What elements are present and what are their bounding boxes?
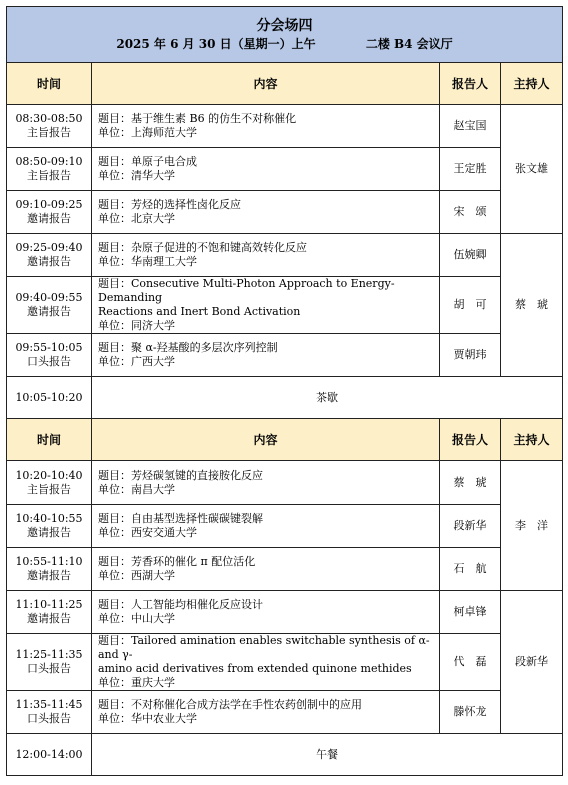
talk-type: 邀请报告	[27, 255, 71, 268]
talk-topic: 题目：基于维生素 B6 的仿生不对称催化	[98, 112, 297, 125]
content-cell	[92, 548, 440, 591]
table-row	[7, 634, 563, 691]
header-host: 主持人	[501, 419, 563, 461]
time-range: 09:40-09:55	[15, 291, 83, 304]
talk-topic: 题目：聚 α-羟基酸的多层次序列控制	[98, 341, 278, 354]
time-cell	[7, 105, 92, 148]
talk-type: 口头报告	[27, 662, 71, 675]
talk-topic: 题目：芳烃碳氢键的直接胺化反应	[98, 468, 263, 482]
table-row	[7, 148, 563, 191]
reporter-cell: 代 磊	[440, 634, 501, 691]
talk-type: 邀请报告	[27, 612, 71, 625]
talk-unit: 单位：同济大学	[98, 319, 175, 332]
talk-type: 邀请报告	[27, 305, 71, 318]
header-row	[7, 419, 563, 461]
break-row	[7, 377, 563, 419]
reporter-cell: 胡 可	[440, 277, 501, 334]
reporter-cell: 宋 颂	[440, 191, 501, 234]
talk-topic-cont: amino acid derivatives from extended quinone methides	[98, 662, 412, 675]
content-cell	[92, 461, 440, 505]
host-cell: 蔡 琥	[501, 234, 563, 377]
table-row	[7, 461, 563, 505]
time-range: 10:40-10:55	[15, 512, 83, 525]
talk-topic-cont: Reactions and Inert Bond Activation	[98, 305, 301, 318]
content-cell	[92, 105, 440, 148]
talk-type: 口头报告	[27, 355, 71, 368]
table-row	[7, 105, 563, 148]
time-range: 10:55-11:10	[15, 555, 83, 568]
talk-unit: 单位：华中农业大学	[98, 712, 197, 725]
talk-unit: 单位：西湖大学	[98, 569, 175, 582]
reporter-cell: 滕怀龙	[440, 691, 501, 734]
time-range: 10:20-10:40	[15, 468, 83, 482]
content-cell	[92, 191, 440, 234]
content-cell	[92, 148, 440, 191]
time-cell	[7, 505, 92, 548]
table-row	[7, 505, 563, 548]
break-time: 10:05-10:20	[7, 377, 92, 419]
talk-unit: 单位：清华大学	[98, 169, 175, 182]
time-cell	[7, 277, 92, 334]
break-label: 午餐	[92, 734, 563, 776]
header-reporter: 报告人	[440, 419, 501, 461]
schedule-table	[6, 6, 563, 776]
time-range: 09:55-10:05	[15, 341, 83, 354]
table-row	[7, 277, 563, 334]
talk-type: 主旨报告	[27, 169, 71, 182]
time-range: 11:25-11:35	[15, 648, 83, 661]
talk-unit: 单位：西安交通大学	[98, 526, 197, 539]
talk-topic: 题目：杂原子促进的不饱和键高效转化反应	[98, 241, 307, 254]
table-row	[7, 691, 563, 734]
reporter-cell: 蔡 琥	[440, 461, 501, 505]
content-cell	[92, 234, 440, 277]
content-cell	[92, 277, 440, 334]
header-time: 时间	[7, 419, 92, 461]
talk-type: 主旨报告	[27, 482, 71, 496]
table-row	[7, 591, 563, 634]
reporter-cell: 柯卓锋	[440, 591, 501, 634]
content-cell	[92, 505, 440, 548]
talk-topic: 题目：芳香环的催化 π 配位活化	[98, 555, 256, 568]
host-cell: 张文雄	[501, 105, 563, 234]
talk-type: 主旨报告	[27, 126, 71, 139]
break-time: 12:00-14:00	[7, 734, 92, 776]
talk-topic: 题目：单原子电合成	[98, 155, 197, 168]
break-label: 茶歇	[92, 377, 563, 419]
header-row	[7, 63, 563, 105]
time-cell	[7, 191, 92, 234]
talk-type: 邀请报告	[27, 526, 71, 539]
content-cell	[92, 634, 440, 691]
reporter-cell: 伍婉卿	[440, 234, 501, 277]
header-content: 内容	[92, 63, 440, 105]
time-cell	[7, 461, 92, 505]
session-date-venue: 2025 年 6 月 30 日（星期一）上午 二楼 B4 会议厅	[116, 36, 453, 51]
talk-type: 邀请报告	[27, 212, 71, 225]
time-cell	[7, 691, 92, 734]
reporter-cell: 段新华	[440, 505, 501, 548]
talk-unit: 单位：北京大学	[98, 212, 175, 225]
talk-type: 邀请报告	[27, 569, 71, 582]
talk-unit: 单位：南昌大学	[98, 482, 175, 496]
talk-unit: 单位：中山大学	[98, 612, 175, 625]
content-cell	[92, 334, 440, 377]
table-row	[7, 548, 563, 591]
talk-topic: 题目：人工智能均相催化反应设计	[98, 598, 263, 611]
talk-topic: 题目：自由基型选择性碳碳键裂解	[98, 512, 263, 525]
host-cell: 段新华	[501, 591, 563, 734]
session-title: 分会场四	[256, 17, 313, 34]
header-time: 时间	[7, 63, 92, 105]
time-cell	[7, 234, 92, 277]
talk-type: 口头报告	[27, 712, 71, 725]
time-cell	[7, 634, 92, 691]
talk-topic: 题目：不对称催化合成方法学在手性农药创制中的应用	[98, 698, 362, 711]
time-cell	[7, 148, 92, 191]
reporter-cell: 贾朝玮	[440, 334, 501, 377]
header-content: 内容	[92, 419, 440, 461]
time-range: 08:30-08:50	[15, 112, 83, 125]
table-row	[7, 334, 563, 377]
content-cell	[92, 691, 440, 734]
title-row	[7, 7, 563, 63]
time-range: 11:10-11:25	[15, 598, 83, 611]
talk-unit: 单位：广西大学	[98, 355, 175, 368]
content-cell	[92, 591, 440, 634]
title-cell	[7, 7, 563, 63]
time-cell	[7, 591, 92, 634]
talk-topic: 题目：Tailored amination enables switchable synthesis of α- and γ-	[98, 634, 430, 661]
table-row	[7, 234, 563, 277]
talk-unit: 单位：华南理工大学	[98, 255, 197, 268]
header-reporter: 报告人	[440, 63, 501, 105]
time-range: 09:25-09:40	[15, 241, 83, 254]
reporter-cell: 王定胜	[440, 148, 501, 191]
talk-unit: 单位：重庆大学	[98, 676, 175, 689]
time-cell	[7, 334, 92, 377]
time-range: 08:50-09:10	[15, 155, 83, 168]
reporter-cell: 石 航	[440, 548, 501, 591]
host-cell: 李 洋	[501, 461, 563, 591]
table-row	[7, 191, 563, 234]
header-host: 主持人	[501, 63, 563, 105]
reporter-cell: 赵宝国	[440, 105, 501, 148]
time-range: 09:10-09:25	[15, 198, 83, 211]
time-range: 11:35-11:45	[15, 698, 83, 711]
talk-topic: 题目：Consecutive Multi-Photon Approach to Energy-Demanding	[98, 277, 395, 304]
talk-topic: 题目：芳烃的选择性卤化反应	[98, 198, 241, 211]
time-cell	[7, 548, 92, 591]
talk-unit: 单位：上海师范大学	[98, 126, 197, 139]
break-row	[7, 734, 563, 776]
